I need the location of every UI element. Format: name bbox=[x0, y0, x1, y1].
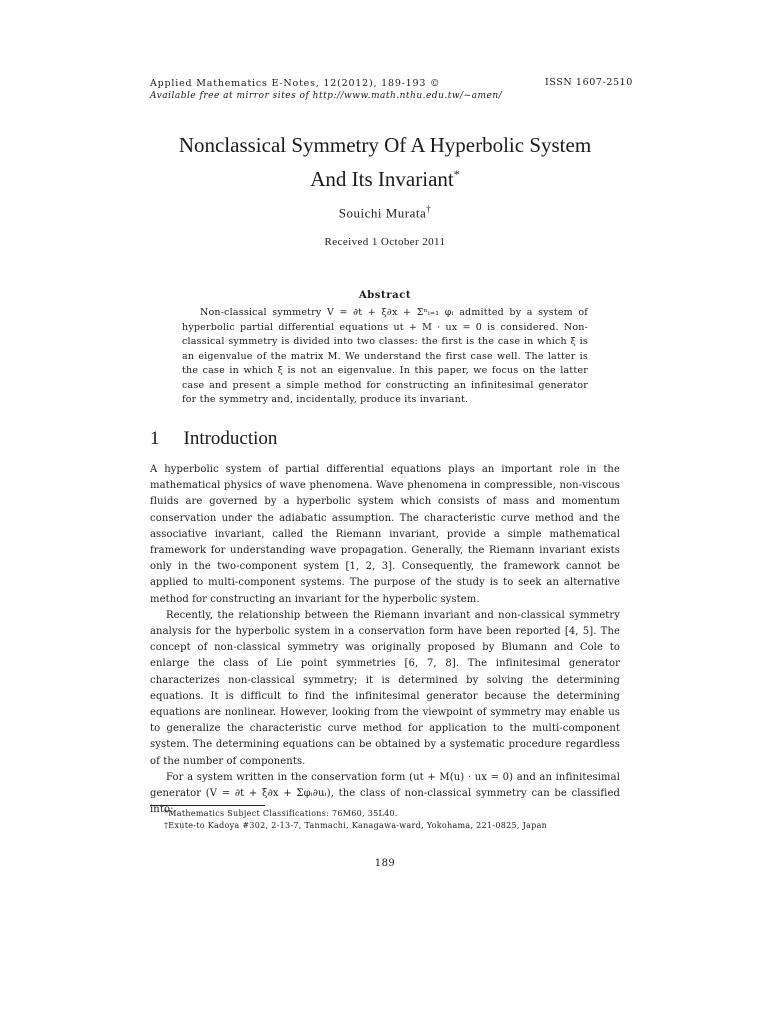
footnotes bbox=[150, 808, 620, 832]
section-number: 1 bbox=[150, 428, 160, 449]
section-heading bbox=[150, 428, 277, 450]
footnote: †Exute-to Kadoya #302, 2-13-7, Tanmachi, Kanagawa-ward, Yokohama, 221-0825, Japan bbox=[164, 821, 548, 830]
issn: ISSN 1607-2510 bbox=[545, 77, 633, 88]
title-footnote-mark: * bbox=[453, 167, 460, 181]
page-number: 189 bbox=[374, 858, 396, 869]
author-footnote-mark: † bbox=[426, 204, 432, 214]
abstract-text: Non-classical symmetry V = ∂t + ξ∂x + Σⁿᵢ₌₁ φᵢ admitted by a system of hyperbolic partial differential equations ut + M · ux = 0 is considered. Non-classical symmetry is divided into two classes: the first is the case in which ξ is an eigenvalue of the matrix M. We understand the first case well. The latter is the case in which ξ is not an eigenvalue. In this paper, we focus on the latter case and present a simple method for constructing an infinitesimal generator for the symmetry and, incidentally, produce its invariant. bbox=[182, 307, 588, 405]
availability-line: Available free at mirror sites of http://www.math.nthu.edu.tw/~amen/ bbox=[150, 91, 503, 101]
title-line-1: Nonclassical Symmetry Of A Hyperbolic System bbox=[178, 133, 592, 157]
paragraph: Recently, the relationship between the Riemann invariant and non-classical symmetry analysis for the hyperbolic system in a conservation form have been reported [4, 5]. The concept of non-classical symmetry was originally proposed by Blumann and Cole to enlarge the class of Lie point symmetries [6, 7, 8]. The infinitesimal generator characterizes non-classical symmetry; it is determined by solving the determining equations. It is difficult to find the infinitesimal generator because the determining equations are nonlinear. However, looking from the viewpoint of symmetry may enable us to generalize the characteristic curve method for application to the multi-component system. The determining equations can be obtained by a systematic procedure regardless of the number of components. bbox=[150, 609, 620, 767]
journal-header bbox=[150, 77, 502, 103]
author bbox=[150, 204, 620, 221]
author-name: Souichi Murata bbox=[338, 205, 427, 221]
abstract-heading: Abstract bbox=[358, 290, 412, 301]
received-date: Received 1 October 2011 bbox=[324, 236, 446, 248]
title-line-2: And Its Invariant bbox=[310, 167, 454, 191]
footnote-rule bbox=[150, 805, 265, 806]
paragraph: A hyperbolic system of partial differential equations plays an important role in the mathematical physics of wave phenomena. Wave phenomena in compressible, non-viscous fluids are governed by a hyperbolic system which consists of mass and momentum conservation under the adiabatic assumption. The characteristic curve method and the associative invariant, called the Riemann invariant, provide a simple mathematical framework for understanding wave propagation. Generally, the Riemann invariant exists only in the two-component system [1, 2, 3]. Consequently, the framework cannot be applied to multi-component systems. The purpose of the study is to seek an alternative method for constructing an invariant for the hyperbolic system. bbox=[150, 464, 620, 605]
paper-title bbox=[150, 131, 620, 194]
paragraph: For a system written in the conservation form (ut + M(u) · ux = 0) and an infinitesimal generator (V = ∂t + ξ∂x + Σφᵢ∂uᵢ), the class of non-classical symmetry can be classified into: bbox=[150, 771, 620, 816]
section-body bbox=[150, 462, 620, 818]
section-title: Introduction bbox=[183, 428, 278, 449]
footnote: *Mathematics Subject Classifications: 76M60, 35L40. bbox=[164, 809, 398, 818]
journal-citation: Applied Mathematics E-Notes, 12(2012), 189-193 © bbox=[150, 78, 441, 89]
